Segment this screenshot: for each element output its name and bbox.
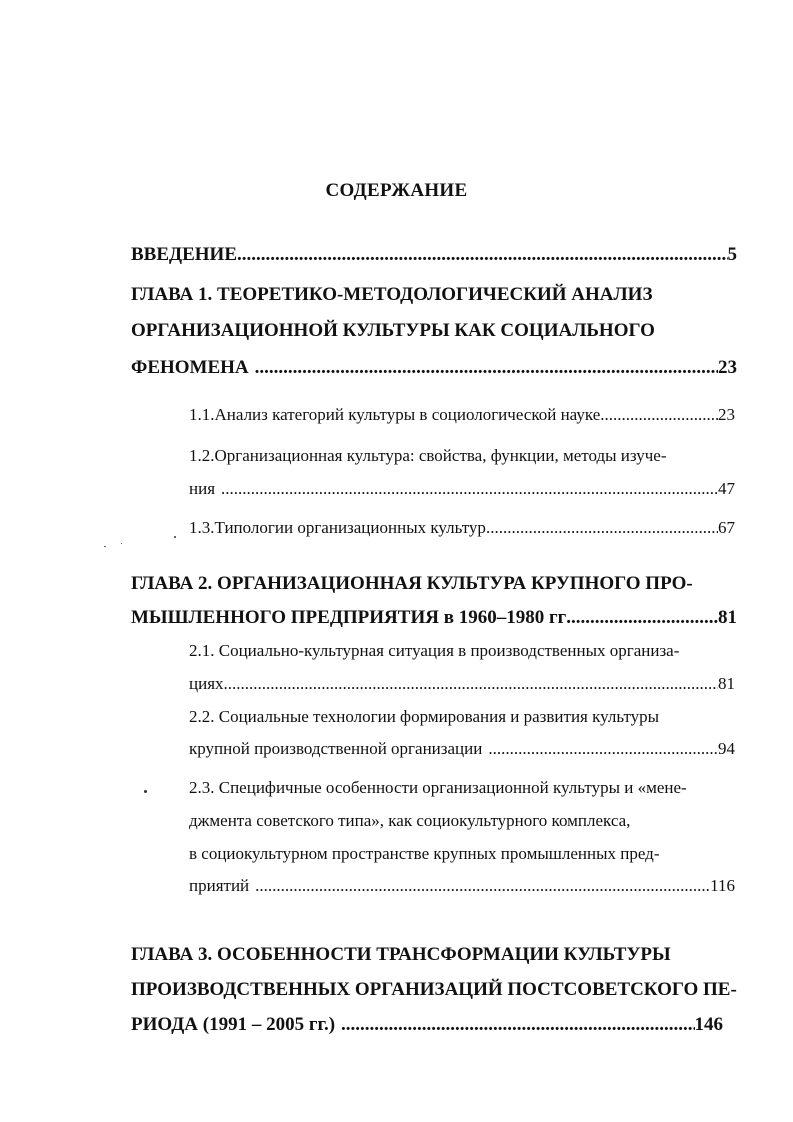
toc-entry-label: циях	[189, 674, 224, 693]
section-2-3-line2[interactable]: джмента советского типа», как социокультурного комплекса,	[189, 811, 631, 830]
toc-entry-chapter2[interactable]	[131, 607, 737, 629]
leader-dots	[221, 479, 718, 499]
toc-entry-label: 1.1.Анализ категорий культуры в социологической науке	[189, 405, 601, 424]
chapter2-title-line1[interactable]: ГЛАВА 2. ОРГАНИЗАЦИОННАЯ КУЛЬТУРА КРУПНОГО ПРО-	[131, 573, 693, 594]
toc-entry-label: ФЕНОМЕНА	[131, 357, 249, 378]
leader-dots	[566, 607, 718, 629]
toc-entry-label: РИОДА (1991 – 2005 гг.)	[131, 1014, 336, 1035]
section-2-2-line1[interactable]: 2.2. Социальные технологии формирования и развития культуры	[189, 707, 660, 726]
leader-dots	[488, 739, 718, 759]
chapter3-title-line1[interactable]: ГЛАВА 3. ОСОБЕННОСТИ ТРАНСФОРМАЦИИ КУЛЬТУРЫ	[131, 944, 671, 965]
toc-entry-label: ВВЕДЕНИЕ	[131, 244, 237, 265]
chapter1-title-line2[interactable]: ОРГАНИЗАЦИОННОЙ КУЛЬТУРЫ КАК СОЦИАЛЬНОГО	[131, 320, 655, 341]
toc-page-number: 94	[718, 739, 735, 758]
toc-entry-label: приятий	[189, 876, 250, 895]
section-2-3-line1[interactable]: 2.3. Специфичные особенности организационной культуры и «мене-	[189, 778, 687, 797]
chapter1-title-line1[interactable]: ГЛАВА 1. ТЕОРЕТИКО-МЕТОДОЛОГИЧЕСКИЙ АНАЛИЗ	[131, 284, 653, 305]
toc-page-number: 116	[710, 876, 735, 895]
toc-page-number: 81	[718, 607, 737, 628]
toc-entry-label: МЫШЛЕННОГО ПРЕДПРИЯТИЯ в 1960–1980 гг	[131, 607, 567, 628]
toc-entry-introduction[interactable]	[131, 244, 737, 266]
toc-entry-label: крупной производственной организации	[189, 739, 483, 758]
toc-page-number: 5	[727, 244, 737, 265]
toc-page-number: 23	[718, 405, 735, 424]
scan-speck	[174, 536, 176, 538]
toc-entry-section-1-1[interactable]	[189, 405, 735, 425]
leader-dots	[600, 405, 718, 425]
scan-speck	[121, 543, 122, 544]
chapter3-title-line2[interactable]: ПРОИЗВОДСТВЕННЫХ ОРГАНИЗАЦИЙ ПОСТСОВЕТСКОГО ПЕ-	[131, 979, 737, 1000]
toc-entry-section-2-2[interactable]	[189, 739, 735, 759]
leader-dots	[255, 876, 710, 896]
scan-speck	[104, 546, 106, 547]
toc-entry-chapter3[interactable]	[131, 1014, 723, 1036]
toc-page-number: 23	[718, 357, 737, 378]
toc-page-number: 67	[718, 518, 735, 537]
toc-page-number: 47	[718, 479, 735, 498]
leader-dots	[255, 357, 718, 379]
toc-entry-section-2-1[interactable]	[189, 674, 735, 694]
toc-entry-section-1-3[interactable]	[189, 518, 735, 538]
toc-entry-chapter1[interactable]	[131, 357, 737, 379]
section-2-1-line1[interactable]: 2.1. Социально-культурная ситуация в производственных организа-	[189, 641, 680, 660]
scan-speck	[144, 790, 147, 793]
leader-dots	[341, 1014, 694, 1036]
page-title: СОДЕРЖАНИЕ	[325, 180, 468, 201]
section-1-2-line1[interactable]: 1.2.Организационная культура: свойства, функции, методы изуче-	[189, 446, 667, 465]
leader-dots	[486, 518, 718, 538]
section-2-3-line3[interactable]: в социокультурном пространстве крупных промышленных пред-	[189, 844, 660, 863]
leader-dots	[237, 244, 728, 266]
toc-entry-label: ния	[189, 479, 216, 498]
toc-page-number: 146	[694, 1014, 723, 1035]
toc-page-number: 81	[718, 674, 735, 693]
leader-dots	[224, 674, 718, 694]
toc-entry-section-1-2[interactable]	[189, 479, 735, 499]
toc-entry-section-2-3[interactable]	[189, 876, 735, 896]
toc-entry-label: 1.3.Типологии организационных культур	[189, 518, 486, 537]
